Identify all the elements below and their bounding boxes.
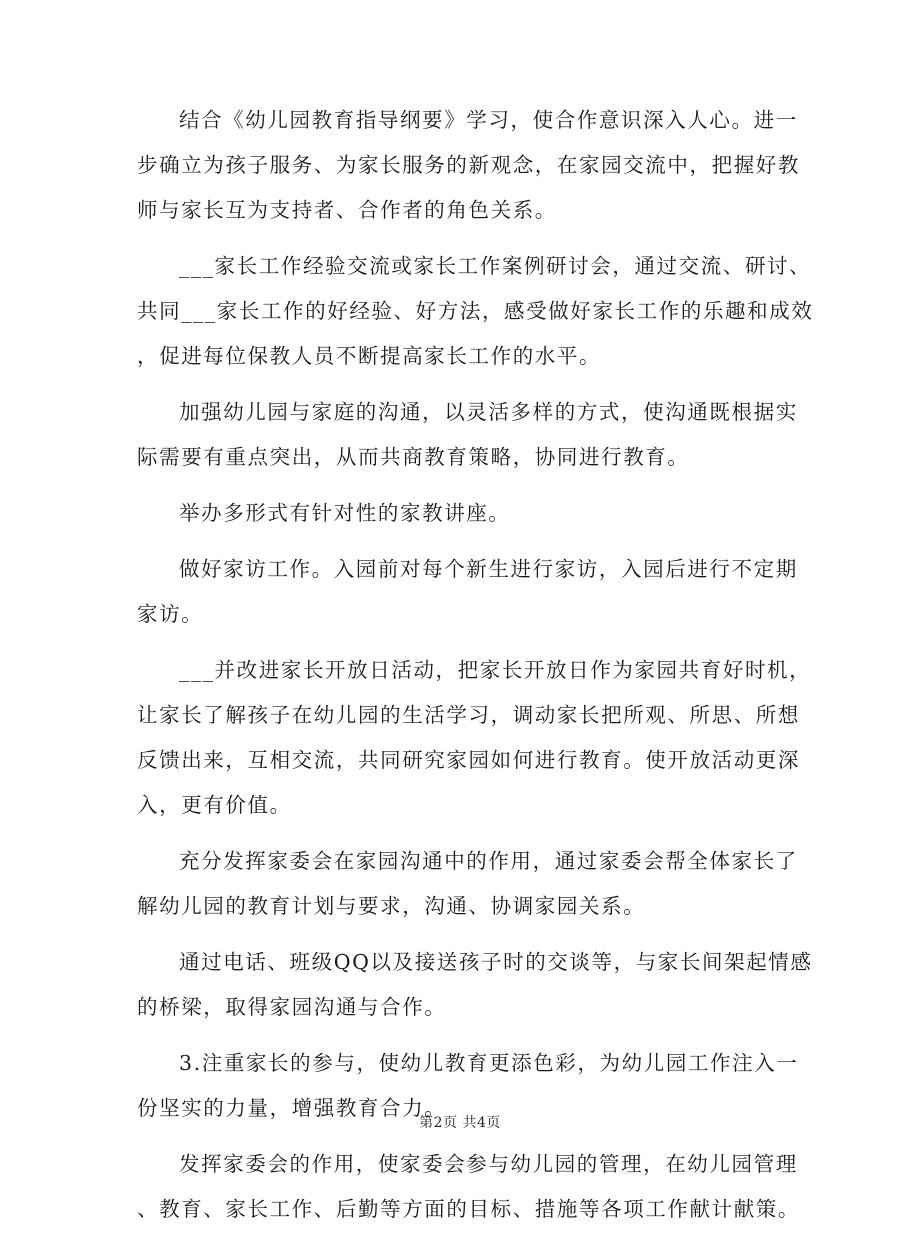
- paragraph: [137, 98, 800, 233]
- text-line: 份坚实的力量，增强教育合力。: [137, 1096, 447, 1120]
- paragraph: [137, 839, 798, 929]
- text-line: 加强幼儿园与家庭的沟通，以灵活多样的方式，使沟通既根据实: [179, 400, 798, 424]
- paragraph: [137, 547, 798, 637]
- text-line: ，促进每位保教人员不断提高家长工作的水平。: [137, 344, 602, 368]
- text-line: 充分发挥家委会在家园沟通中的作用，通过家委会帮全体家长了: [179, 849, 798, 873]
- document-body: [137, 98, 814, 1243]
- text-line: 步确立为孩子服务、为家长服务的新观念，在家园交流中，把握好教: [137, 153, 800, 177]
- text-line: 做好家访工作。入园前对每个新生进行家访，入园后进行不定期: [179, 557, 798, 581]
- paragraph: [137, 1142, 800, 1232]
- text-line: 共同___家长工作的好经验、好方法，感受做好家长工作的乐趣和成效: [137, 299, 814, 323]
- text-line: ___家长工作经验交流或家长工作案例研讨会，通过交流、研讨、: [179, 254, 812, 278]
- text-line: 结合《幼儿园教育指导纲要》学习，使合作意识深入人心。进一: [179, 108, 798, 132]
- text-line: 师与家长互为支持者、合作者的角色关系。: [137, 198, 557, 222]
- text-line: 发挥家委会的作用，使家委会参与幼儿园的管理，在幼儿园管理: [179, 1152, 798, 1176]
- text-line: 让家长了解孩子在幼儿园的生活学习，调动家长把所观、所思、所想: [137, 703, 800, 727]
- paragraph: [137, 491, 787, 536]
- page-number-footer: 第2页 共4页: [419, 1115, 501, 1131]
- text-line: 际需要有重点突出，从而共商教育策略，协同进行教育。: [137, 445, 690, 469]
- paragraph: [137, 648, 812, 828]
- text-line: 家访。: [137, 602, 204, 626]
- paragraph: [137, 244, 814, 379]
- text-line: ___并改进家长开放日活动，把家长开放日作为家园共育好时机，: [179, 658, 812, 682]
- text-line: 3.注重家长的参与，使幼儿教育更添色彩，为幼儿园工作注入一: [179, 1051, 799, 1075]
- text-line: 解幼儿园的教育计划与要求，沟通、协调家园关系。: [137, 894, 646, 918]
- text-line: 反馈出来，互相交流，共同研究家园如何进行教育。使开放活动更深: [137, 748, 800, 772]
- text-line: 通过电话、班级QQ以及接送孩子时的交谈等，与家长间架起情感: [179, 950, 813, 974]
- paragraph: [137, 940, 813, 1030]
- text-line: 的桥梁，取得家园沟通与合作。: [137, 995, 447, 1019]
- text-line: 举办多形式有针对性的家教讲座。: [179, 501, 511, 525]
- text-line: 、教育、家长工作、后勤等方面的目标、措施等各项工作献计献策。: [137, 1197, 800, 1221]
- text-line: 入，更有价值。: [137, 793, 292, 817]
- paragraph: [137, 390, 798, 480]
